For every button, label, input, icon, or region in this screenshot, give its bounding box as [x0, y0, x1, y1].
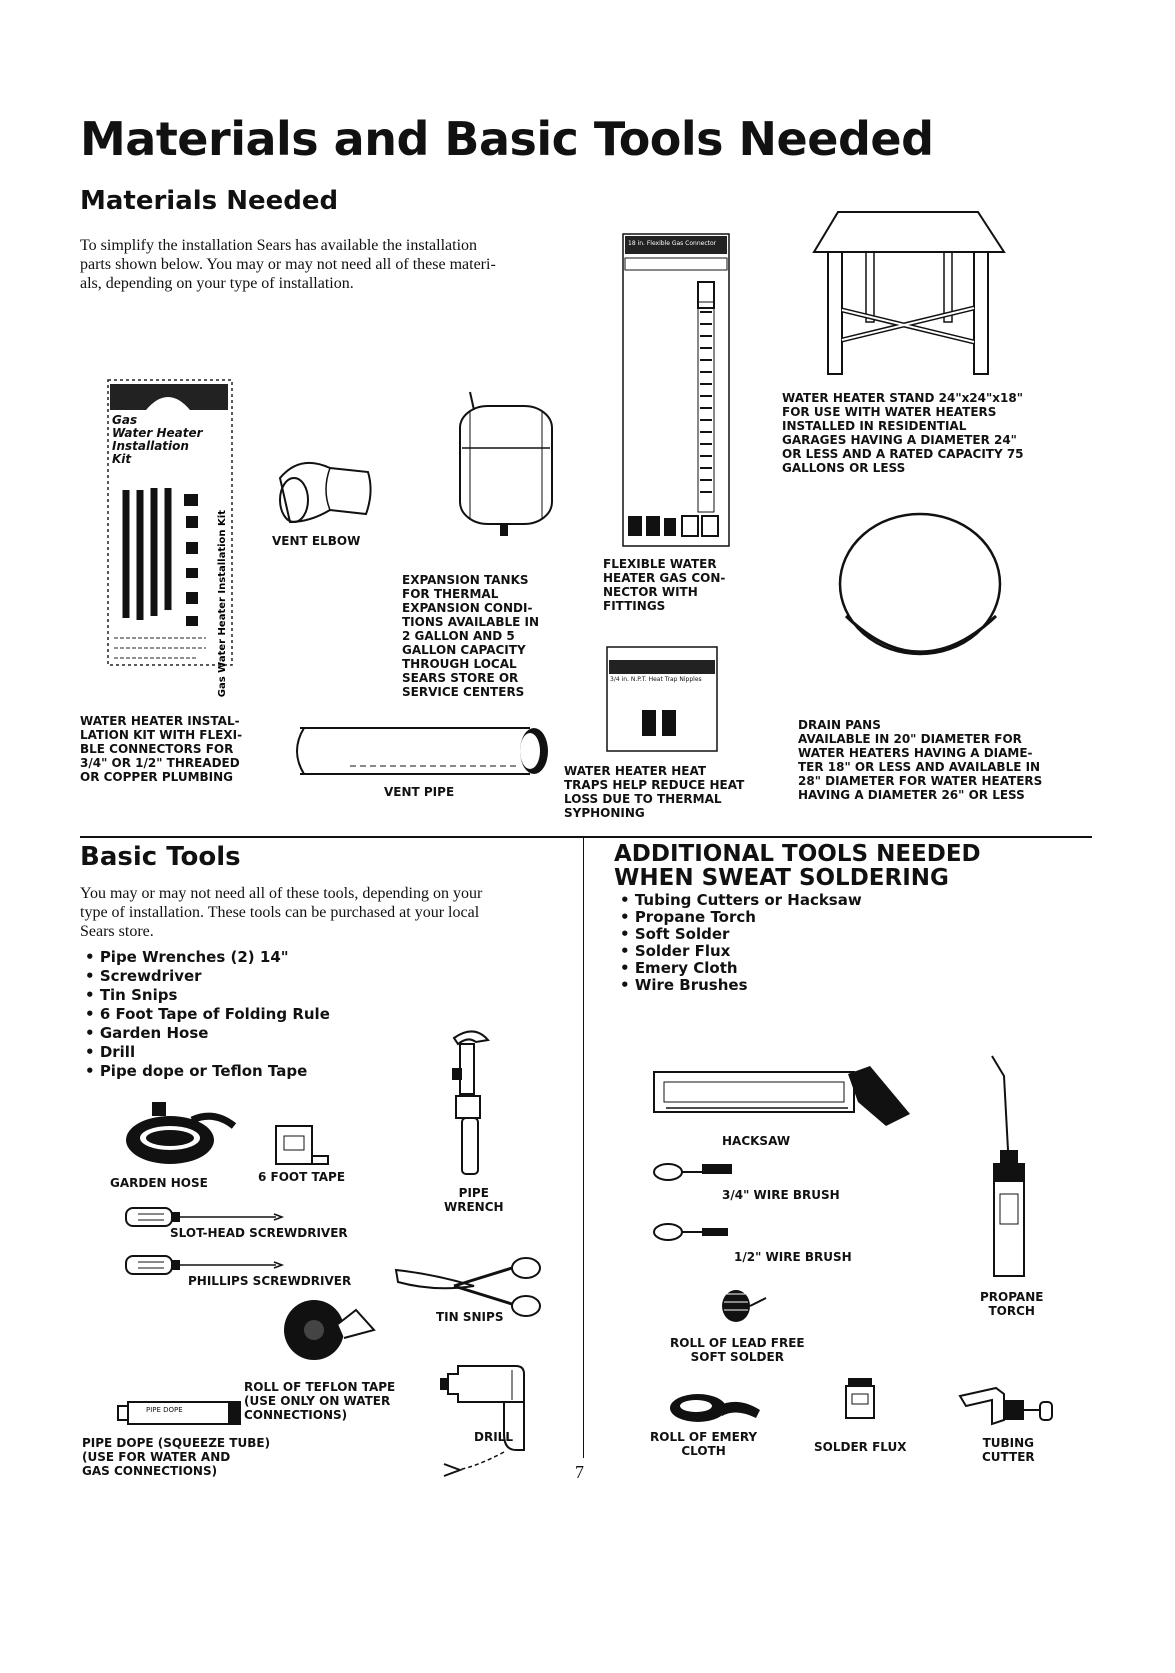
brush-12-caption: [734, 1250, 852, 1264]
caption-line: GALLON CAPACITY: [402, 643, 526, 657]
caption-line: SYPHONING: [564, 806, 645, 820]
kit-box-text: [112, 414, 203, 466]
basic-tools-list: [85, 948, 330, 1081]
caption-line: HACKSAW: [722, 1134, 791, 1148]
propane-torch-illustration: [990, 1054, 1030, 1280]
caption-line: THROUGH LOCAL: [402, 657, 517, 671]
kit-box-line: Water Heater: [112, 426, 203, 440]
caption-line: ROLL OF TEFLON TAPE: [244, 1380, 396, 1394]
wire-brush-34-illustration: [652, 1156, 736, 1182]
materials-heading: Materials Needed: [80, 186, 339, 216]
caption-line: SEARS STORE OR: [402, 671, 519, 685]
caption-line: WATER HEATERS HAVING A DIAME-: [798, 746, 1033, 760]
brush-34-caption: [722, 1188, 840, 1202]
solder-flux-caption: [814, 1440, 906, 1454]
section-divider: [80, 836, 1092, 838]
pipe-dope-caption: [82, 1436, 270, 1478]
intro-line: Sears store.: [80, 923, 154, 940]
connector-package-text: 18 in. Flexible Gas Connector: [628, 240, 717, 247]
caption-line: SERVICE CENTERS: [402, 685, 525, 699]
caption-line: EXPANSION TANKS: [402, 573, 529, 587]
heat-traps-caption: [564, 764, 744, 820]
heat-traps-illustration: [606, 646, 718, 752]
caption-line: ROLL OF LEAD FREE: [670, 1336, 805, 1350]
caption-line: (USE ONLY ON WATER: [244, 1394, 391, 1408]
caption-line: VENT ELBOW: [272, 534, 361, 548]
caption-line: WRENCH: [444, 1200, 504, 1214]
vent-pipe-illustration: [290, 722, 560, 780]
stand-illustration: [808, 210, 1008, 378]
vent-elbow-caption: [272, 534, 360, 548]
caption-line: TER 18" OR LESS AND AVAILABLE IN: [798, 760, 1041, 774]
kit-side-text: Gas Water Heater Installation Kit: [217, 510, 228, 698]
vent-elbow-illustration: [270, 448, 380, 528]
trap-package-text: 3/4 in. N.P.T. Heat Trap Nipples: [610, 676, 702, 683]
garden-hose-illustration: [122, 1100, 242, 1170]
teflon-tape-caption: [244, 1380, 395, 1422]
install-kit-caption: [80, 714, 242, 784]
caption-line: TUBING: [982, 1436, 1035, 1450]
caption-line: 1/2" WIRE BRUSH: [734, 1250, 852, 1264]
list-item: • Wire Brushes: [620, 977, 862, 994]
caption-line: 3/4" WIRE BRUSH: [722, 1188, 840, 1202]
tubing-cutter-caption: [982, 1436, 1035, 1464]
list-item: • Solder Flux: [620, 943, 862, 960]
drill-caption: [474, 1430, 513, 1444]
caption-line: PROPANE: [980, 1290, 1044, 1304]
list-item: • Pipe Wrenches (2) 14": [85, 948, 330, 967]
caption-line: 3/4" OR 1/2" THREADED: [80, 756, 240, 770]
caption-line: EXPANSION CONDI-: [402, 601, 533, 615]
caption-line: 2 GALLON AND 5: [402, 629, 515, 643]
caption-line: CONNECTIONS): [244, 1408, 348, 1422]
vent-pipe-caption: [384, 785, 454, 799]
foot-tape-caption: [258, 1170, 345, 1184]
caption-line: LOSS DUE TO THERMAL: [564, 792, 722, 806]
kit-box-line: Installation: [112, 439, 189, 453]
column-divider: [583, 838, 584, 1458]
foot-tape-illustration: [274, 1124, 330, 1168]
basic-tools-intro: [80, 884, 482, 941]
pipe-wrench-illustration: [448, 1028, 508, 1178]
caption-line: PIPE: [458, 1186, 489, 1200]
caption-line: TORCH: [988, 1304, 1035, 1318]
list-item: • Tubing Cutters or Hacksaw: [620, 892, 862, 909]
intro-line: parts shown below. You may or may not need all of these materi-: [80, 256, 496, 273]
list-item: • 6 Foot Tape of Folding Rule: [85, 1005, 330, 1024]
sweat-tools-heading: [614, 842, 981, 890]
flex-connector-illustration: [622, 232, 732, 552]
slot-screwdriver-caption: [170, 1226, 348, 1240]
caption-line: FITTINGS: [603, 599, 666, 613]
caption-line: AVAILABLE IN 20" DIAMETER FOR: [798, 732, 1022, 746]
caption-line: TRAPS HELP REDUCE HEAT: [564, 778, 745, 792]
stand-caption: [782, 391, 1024, 475]
caption-line: OR LESS AND A RATED CAPACITY 75: [782, 447, 1024, 461]
caption-line: FLEXIBLE WATER: [603, 557, 717, 571]
caption-line: GARDEN HOSE: [110, 1176, 208, 1190]
solder-flux-illustration: [844, 1376, 876, 1420]
caption-line: CUTTER: [982, 1450, 1035, 1464]
caption-line: 6 FOOT TAPE: [258, 1170, 346, 1184]
emery-cloth-illustration: [666, 1386, 762, 1426]
intro-line: To simplify the installation Sears has available the installation: [80, 237, 478, 254]
caption-line: TIONS AVAILABLE IN: [402, 615, 540, 629]
materials-intro: [80, 236, 496, 293]
caption-line: PHILLIPS SCREWDRIVER: [188, 1274, 352, 1288]
heading-line: ADDITIONAL TOOLS NEEDED: [614, 841, 981, 867]
drain-pan-illustration: [832, 512, 1012, 672]
solder-caption: [670, 1336, 805, 1364]
caption-line: SLOT-HEAD SCREWDRIVER: [170, 1226, 348, 1240]
caption-line: SOFT SOLDER: [690, 1350, 784, 1364]
caption-line: DRILL: [474, 1430, 513, 1444]
intro-line: You may or may not need all of these tools, depending on your: [80, 885, 483, 902]
list-item: • Drill: [85, 1043, 330, 1062]
list-item: • Propane Torch: [620, 909, 862, 926]
garden-hose-caption: [110, 1176, 208, 1190]
caption-line: (USE FOR WATER AND: [82, 1450, 231, 1464]
drill-illustration: [438, 1360, 558, 1482]
kit-box-line: Kit: [112, 452, 132, 466]
expansion-tank-illustration: [450, 392, 560, 542]
caption-line: ROLL OF EMERY: [650, 1430, 758, 1444]
caption-line: FOR USE WITH WATER HEATERS: [782, 405, 997, 419]
expansion-tanks-caption: [402, 573, 539, 699]
list-item: • Garden Hose: [85, 1024, 330, 1043]
pipe-dope-tube-text: PIPE DOPE: [146, 1406, 183, 1414]
tin-snips-caption: [436, 1310, 503, 1324]
caption-line: TIN SNIPS: [436, 1310, 504, 1324]
caption-line: WATER HEATER STAND 24"x24"x18": [782, 391, 1023, 405]
caption-line: 28" DIAMETER FOR WATER HEATERS: [798, 774, 1043, 788]
list-item: • Tin Snips: [85, 986, 330, 1005]
caption-line: CLOTH: [681, 1444, 726, 1458]
list-item: • Soft Solder: [620, 926, 862, 943]
page-number: 7: [575, 1462, 584, 1482]
phillips-screwdriver-caption: [188, 1274, 351, 1288]
caption-line: FOR THERMAL: [402, 587, 499, 601]
caption-line: NECTOR WITH: [603, 585, 698, 599]
list-item: • Screwdriver: [85, 967, 330, 986]
caption-line: BLE CONNECTORS FOR: [80, 742, 234, 756]
caption-line: GALLONS OR LESS: [782, 461, 906, 475]
list-item: • Emery Cloth: [620, 960, 862, 977]
caption-line: GARAGES HAVING A DIAMETER 24": [782, 433, 1017, 447]
tubing-cutter-illustration: [956, 1384, 1056, 1430]
hacksaw-caption: [722, 1134, 790, 1148]
flex-connector-caption: [603, 557, 725, 613]
emery-caption: [650, 1430, 757, 1458]
intro-line: als, depending on your type of installation.: [80, 275, 354, 292]
caption-line: DRAIN PANS: [798, 718, 881, 732]
drain-pans-caption: [798, 718, 1042, 802]
caption-line: WATER HEATER INSTAL-: [80, 714, 240, 728]
caption-line: HAVING A DIAMETER 26" OR LESS: [798, 788, 1025, 802]
caption-line: GAS CONNECTIONS): [82, 1464, 218, 1478]
caption-line: INSTALLED IN RESIDENTIAL: [782, 419, 967, 433]
page-title: Materials and Basic Tools Needed: [80, 112, 934, 166]
caption-line: OR COPPER PLUMBING: [80, 770, 234, 784]
list-item: • Pipe dope or Teflon Tape: [85, 1062, 330, 1081]
basic-tools-heading: Basic Tools: [80, 842, 241, 872]
caption-line: SOLDER FLUX: [814, 1440, 907, 1454]
kit-box-line: Gas: [112, 413, 138, 427]
wire-brush-12-illustration: [652, 1218, 736, 1244]
solder-roll-illustration: [716, 1286, 768, 1326]
intro-line: type of installation. These tools can be purchased at your local: [80, 904, 480, 921]
caption-line: WATER HEATER HEAT: [564, 764, 707, 778]
caption-line: LATION KIT WITH FLEXI-: [80, 728, 243, 742]
heading-line: WHEN SWEAT SOLDERING: [614, 865, 949, 891]
sweat-tools-list: [620, 892, 862, 994]
teflon-tape-illustration: [282, 1296, 378, 1366]
caption-line: PIPE DOPE (SQUEEZE TUBE): [82, 1436, 271, 1450]
hacksaw-illustration: [652, 1062, 916, 1130]
pipe-wrench-caption: [444, 1186, 504, 1214]
propane-torch-caption: [980, 1290, 1043, 1318]
caption-line: HEATER GAS CON-: [603, 571, 726, 585]
caption-line: VENT PIPE: [384, 785, 455, 799]
